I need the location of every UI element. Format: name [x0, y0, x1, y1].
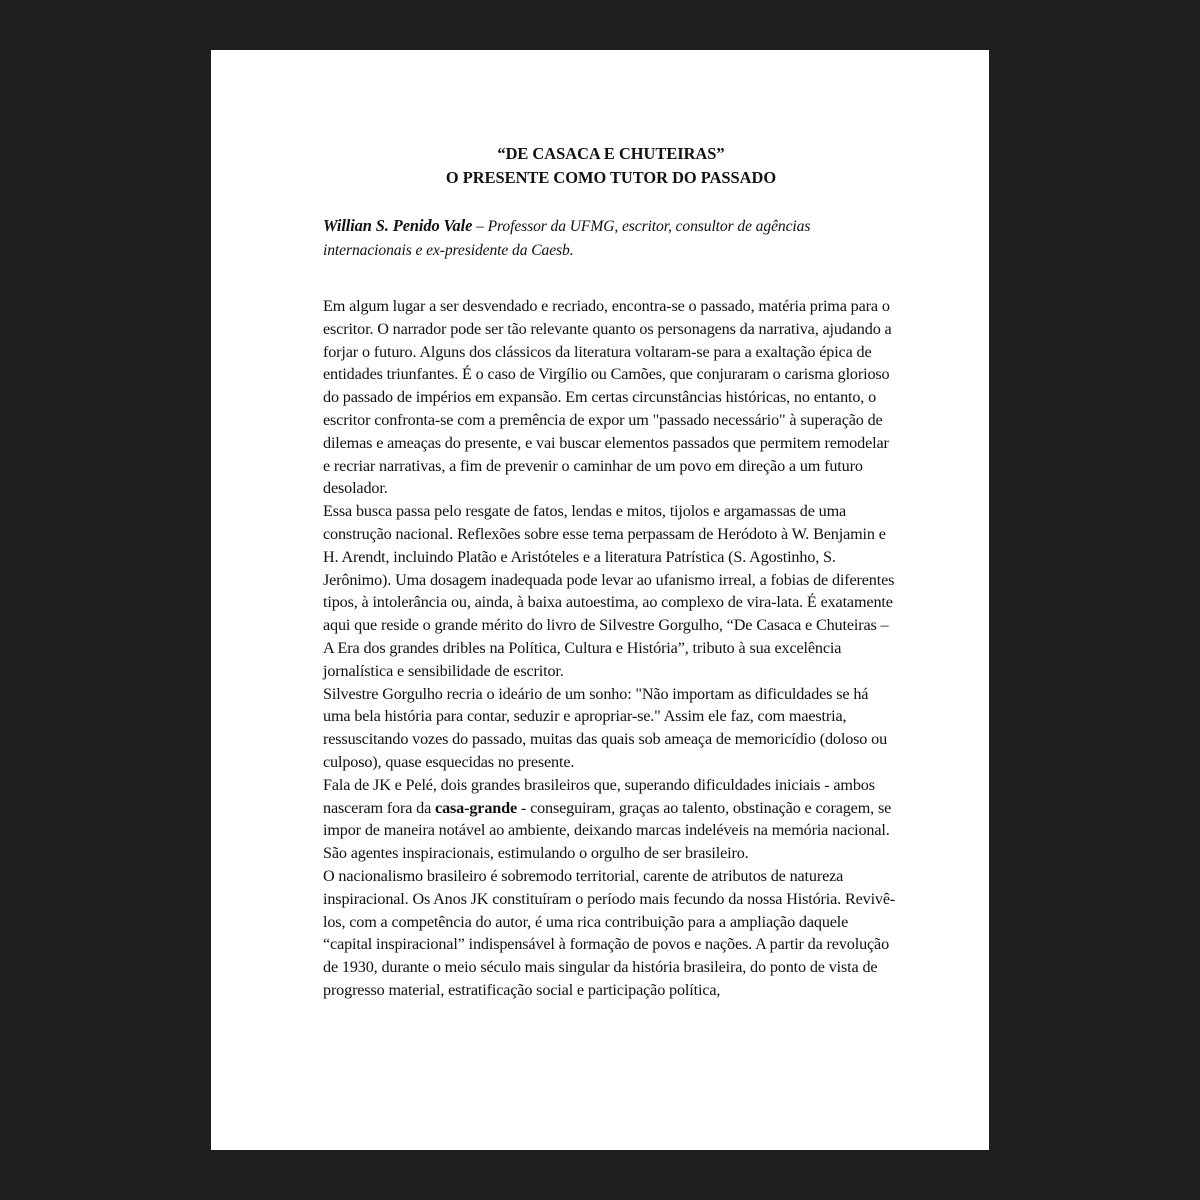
paragraph-4-text-b: - conseguiram, graças ao talento, obstinação e coragem, se impor de maneira notável ao ambiente, deixando marcas indeléveis na memória nacional. São agentes inspiracionais, estimulando o orgulho de ser brasileiro.	[323, 798, 892, 863]
article-body	[323, 295, 899, 1002]
paragraph-1: Em algum lugar a ser desvendado e recriado, encontra-se o passado, matéria prima para o escritor. O narrador pode ser tão relevante quanto os personagens da narrativa, ajudando a forjar o futuro. Alguns dos clássicos da literatura voltaram-se para a exaltação épica de entidades triunfantes. É o caso de Virgílio ou Camões, que conjuraram o carisma glorioso do passado de impérios em expansão. Em certas circunstâncias históricas, no entanto, o escritor confronta-se com a premência de expor um "passado necessário" à superação de dilemas e ameaças do presente, e vai buscar elementos passados que permitem remodelar e recriar narrativas, a fim de prevenir o caminhar de um povo em direção a um futuro desolador.	[323, 297, 892, 498]
document-page	[211, 50, 989, 1150]
paragraph-4-bold-term: casa-grande	[435, 798, 518, 817]
author-byline	[323, 214, 899, 263]
paragraph-4-text-a: Fala de JK e Pelé, dois grandes brasileiros que, superando dificuldades iniciais - ambos nasceram fora da	[323, 775, 875, 817]
paragraph-5: O nacionalismo brasileiro é sobremodo territorial, carente de atributos de natureza inspiracional. Os Anos JK constituíram o período mais fecundo da nossa História. Revivê-los, com a competência do autor, é uma rica contribuição para a ampliação daquele “capital inspiracional” indispensável à formação de povos e nações. A partir da revolução de 1930, durante o meio século mais singular da história brasileira, do ponto de vista de progresso material, estratificação social e participação política,	[323, 866, 896, 999]
title-line-1: “DE CASACA E CHUTEIRAS”	[497, 144, 725, 163]
paragraph-2: Essa busca passa pelo resgate de fatos, lendas e mitos, tijolos e argamassas de uma construção nacional. Reflexões sobre esse tema perpassam de Heródoto à W. Benjamin e H. Arendt, incluindo Platão e Aristóteles e a literatura Patrística (S. Agostinho, S. Jerônimo). Uma dosagem inadequada pode levar ao ufanismo irreal, a fobias de diferentes tipos, à intolerância ou, ainda, à baixa autoestima, ao complexo de vira-lata. É exatamente aqui que reside o grande mérito do livro de Silvestre Gorgulho, “De Casaca e Chuteiras – A Era dos grandes dribles na Política, Cultura e História”, tributo à sua excelência jornalística e sensibilidade de escritor.	[323, 502, 895, 680]
title-line-2: O PRESENTE COMO TUTOR DO PASSADO	[445, 168, 777, 187]
author-description: – Professor da UFMG, escritor, consultor de agências internacionais e ex-presidente da Caesb.	[323, 218, 811, 259]
author-name: Willian S. Penido Vale	[323, 216, 473, 235]
title	[323, 142, 899, 190]
page-content	[323, 142, 899, 1002]
paragraph-3: Silvestre Gorgulho recria o ideário de um sonho: "Não importam as dificuldades se há uma bela história para contar, seduzir e apropriar-se." Assim ele faz, com maestria, ressuscitando vozes do passado, muitas das quais sob ameaça de memoricídio (doloso ou culposo), quase esquecidas no presente.	[323, 684, 888, 771]
paragraph-4	[323, 774, 899, 865]
